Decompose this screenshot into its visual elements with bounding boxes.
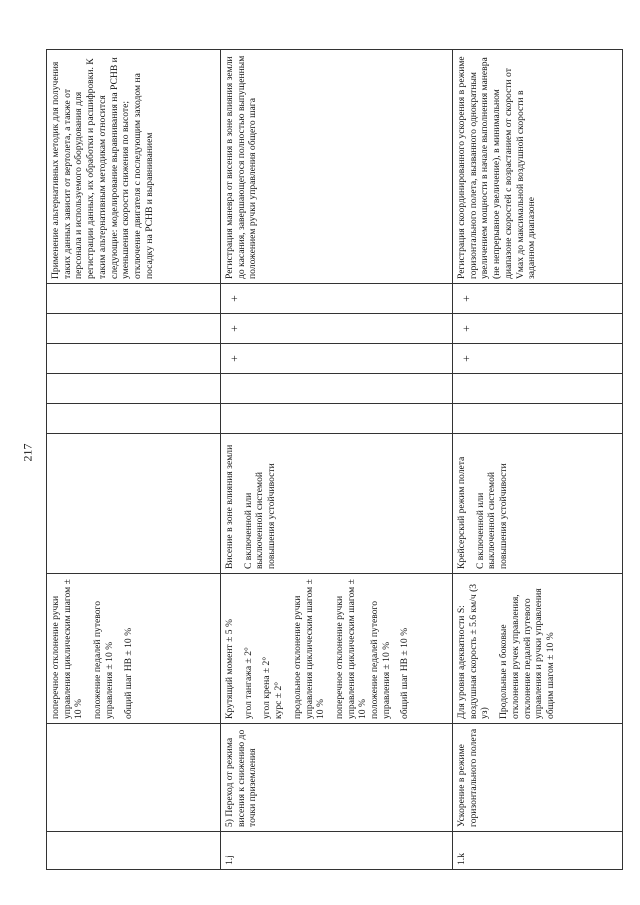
level-mark-cell: + (221, 344, 453, 374)
row-id-cell: 1.j (221, 832, 453, 870)
tolerance-item: общий шаг НВ ± 10 % (399, 627, 411, 719)
tolerance-cell (221, 574, 453, 724)
level-mark-cell (47, 374, 221, 404)
level-mark-cell (47, 404, 221, 434)
conditions-cell (221, 434, 453, 574)
conditions-cell (47, 434, 221, 574)
tolerance-item: продольное отклонение ручки управления циклическим шагом ± 10 % (291, 579, 327, 719)
tolerance-item: общий шаг НВ ± 10 % (122, 627, 134, 719)
conditions-cell (453, 434, 623, 574)
level-mark-cell (221, 374, 453, 404)
level-mark-cell (47, 284, 221, 314)
tolerance-item: Для уровня адекватности S: воздушная скорость ± 5.6 км/ч (3 уз) (456, 583, 491, 719)
tolerance-item: курс ± 2° (273, 681, 285, 719)
tolerance-item: угол крена ± 2° (261, 656, 273, 719)
row-name-cell: 5) Переход от режима висения к снижению до точки приземления (221, 724, 453, 832)
tolerance-cell (47, 574, 221, 724)
tolerance-item: угол тангажа ± 2° (242, 647, 254, 719)
requirements-table (46, 49, 623, 870)
tolerance-cell (453, 574, 623, 724)
notes-cell: Регистрация скоординированного ускорения в режиме горизонтального полета, вызванного однократным увеличением мощности в начале выполнения маневра (не непрерывное увеличение), в минимальном диапазоне скоростей с возрастанием от скорости от Vмах до максимальной воздушной скорости в заданном диапазоне (453, 50, 623, 284)
table-row (47, 50, 221, 870)
page-number: 217 (20, 443, 35, 462)
level-mark-cell (47, 314, 221, 344)
level-mark-cell: + (453, 344, 623, 374)
tolerance-item: поперечное отклонение ручки управления циклическим шагом ± 10 % (333, 579, 369, 719)
table-row (453, 50, 623, 870)
tolerance-item: Продольные и боковые отклонения ручек управления, отклонение педалей путевого управления и ручки управления общим шагом ± 10 % (498, 588, 556, 719)
notes-cell: Применение альтернативных методик для получения таких данных зависит от вертолета, а также от персонала и используемого оборудования для регистрации данных, их обработки и расшифровки. К таким альтернативным методикам относится следующие: моделирование выравнивания на РСНВ и уменьшения скорости снижения по высоте; отключение двигателя с последующим заходом на посадку на РСНВ и выравниванием (47, 50, 221, 284)
rotated-table-container (46, 50, 622, 870)
condition-item: Крейсерский режим полета (456, 456, 467, 569)
level-mark-cell: + (221, 314, 453, 344)
row-id-cell (47, 832, 221, 870)
level-mark-cell (221, 404, 453, 434)
table-row (221, 50, 453, 870)
row-name-cell: Ускорение в режиме горизонтального полета (453, 724, 623, 832)
tolerance-item: положение педалей путевого управления ± 10 % (92, 600, 115, 719)
condition-item: С включенной или выключенной системой повышения устойчивости (474, 463, 510, 569)
level-mark-cell (47, 344, 221, 374)
level-mark-cell (453, 374, 623, 404)
condition-item: Висение в зоне влияния земли (224, 444, 235, 569)
level-mark-cell: + (221, 284, 453, 314)
tolerance-item: поперечное отклонение ручки управления циклическим шагом ± 10 % (50, 579, 85, 719)
row-name-cell (47, 724, 221, 832)
level-mark-cell: + (453, 284, 623, 314)
notes-cell: Регистрация маневра от висения в зоне влияния земли до касания, завершающегося полностью выпущенным положением ручки управления общего шага (221, 50, 453, 284)
row-id-cell: 1.k (453, 832, 623, 870)
level-mark-cell: + (453, 314, 623, 344)
level-mark-cell (453, 404, 623, 434)
tolerance-item: положение педалей путевого управления ± 10 % (369, 600, 392, 719)
condition-item: С включенной или выключенной системой повышения устойчивости (242, 463, 278, 569)
tolerance-item: Крутящий момент ± 5 % (224, 619, 235, 719)
